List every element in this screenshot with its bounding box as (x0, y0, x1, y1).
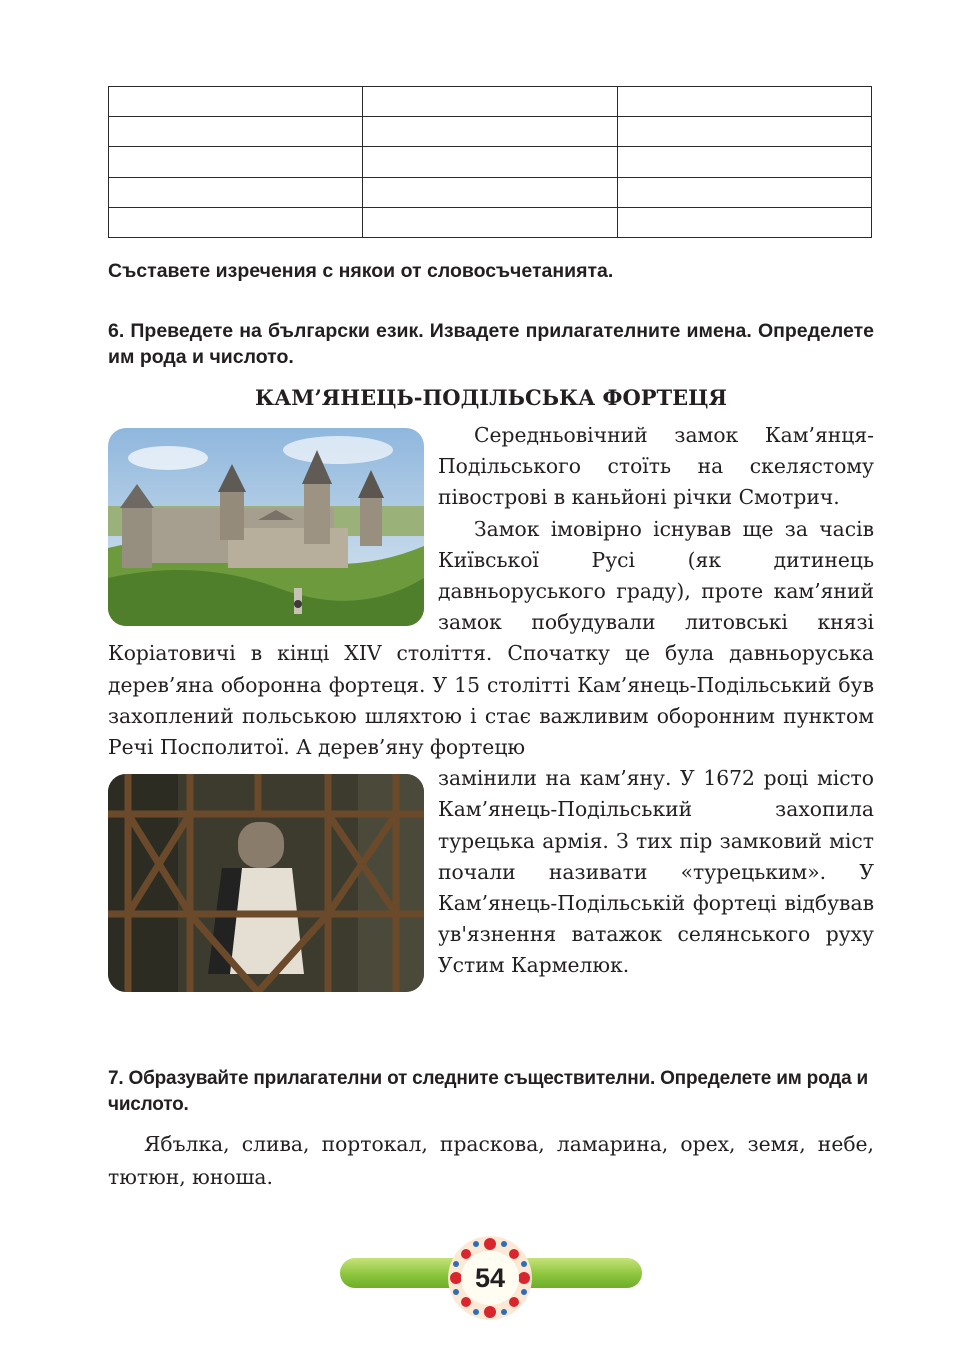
page-number: 54 (461, 1251, 519, 1305)
reading-paragraph-2b: замінили на кам’яну. У 1672 році місто Кам’янець-Подільський захопила турецька армія. З тих пір замковий міст почали називати «турецьким». У Кам’янець-Подільській фортеці відбував ув'язнення ватажок селянського руху Устим Кармелюк. (438, 766, 874, 978)
table-row (109, 177, 872, 207)
table-row (109, 207, 872, 237)
task-6-instruction: 6. Преведете на български език. Извадете прилагателните имена. Определете им рода и числото. (108, 320, 874, 368)
reading-text (108, 420, 874, 1000)
table-row (109, 117, 872, 147)
empty-answer-table (108, 86, 872, 238)
table-row (109, 87, 872, 117)
task-7-instruction: 7. Образувайте прилагателни от следните съществителни. Определете им рода и числото. (108, 1068, 869, 1115)
reading-paragraph-2a: Замок імовірно існував ще за часів Київської Русі (як дитинець давньоруського граду), проте кам’яний замок побудували литовські князі Коріатовичі в кінці XIV століття. Спочатку це була давньоруська дерев’яна оборонна фортеця. У 15 столітті Кам’янець-Подільський був захоплений польською шляхтою і стає важливим оборонним пунктом Речі Посполитої. А дерев’яну фортецю (108, 516, 874, 760)
exercise-word-list: Ябълка, слива, портокал, праскова, ламарина, орех, земя, небе, тютюн, юноша. (108, 1132, 874, 1189)
table-row (109, 147, 872, 177)
reading-paragraph-1: Середньовічний замок Кам’янця-Подільського стоїть на скелястому півострові в каньйоні річки Смотрич. (438, 423, 874, 510)
reading-title: КАМ’ЯНЕЦЬ-ПОДІЛЬСЬКА ФОРТЕЦЯ (255, 385, 727, 410)
prison-cage-photo (108, 774, 424, 992)
task-5-instruction: Съставете изречения с някои от словосъчетанията. (108, 260, 614, 282)
fortress-photo (108, 428, 424, 626)
